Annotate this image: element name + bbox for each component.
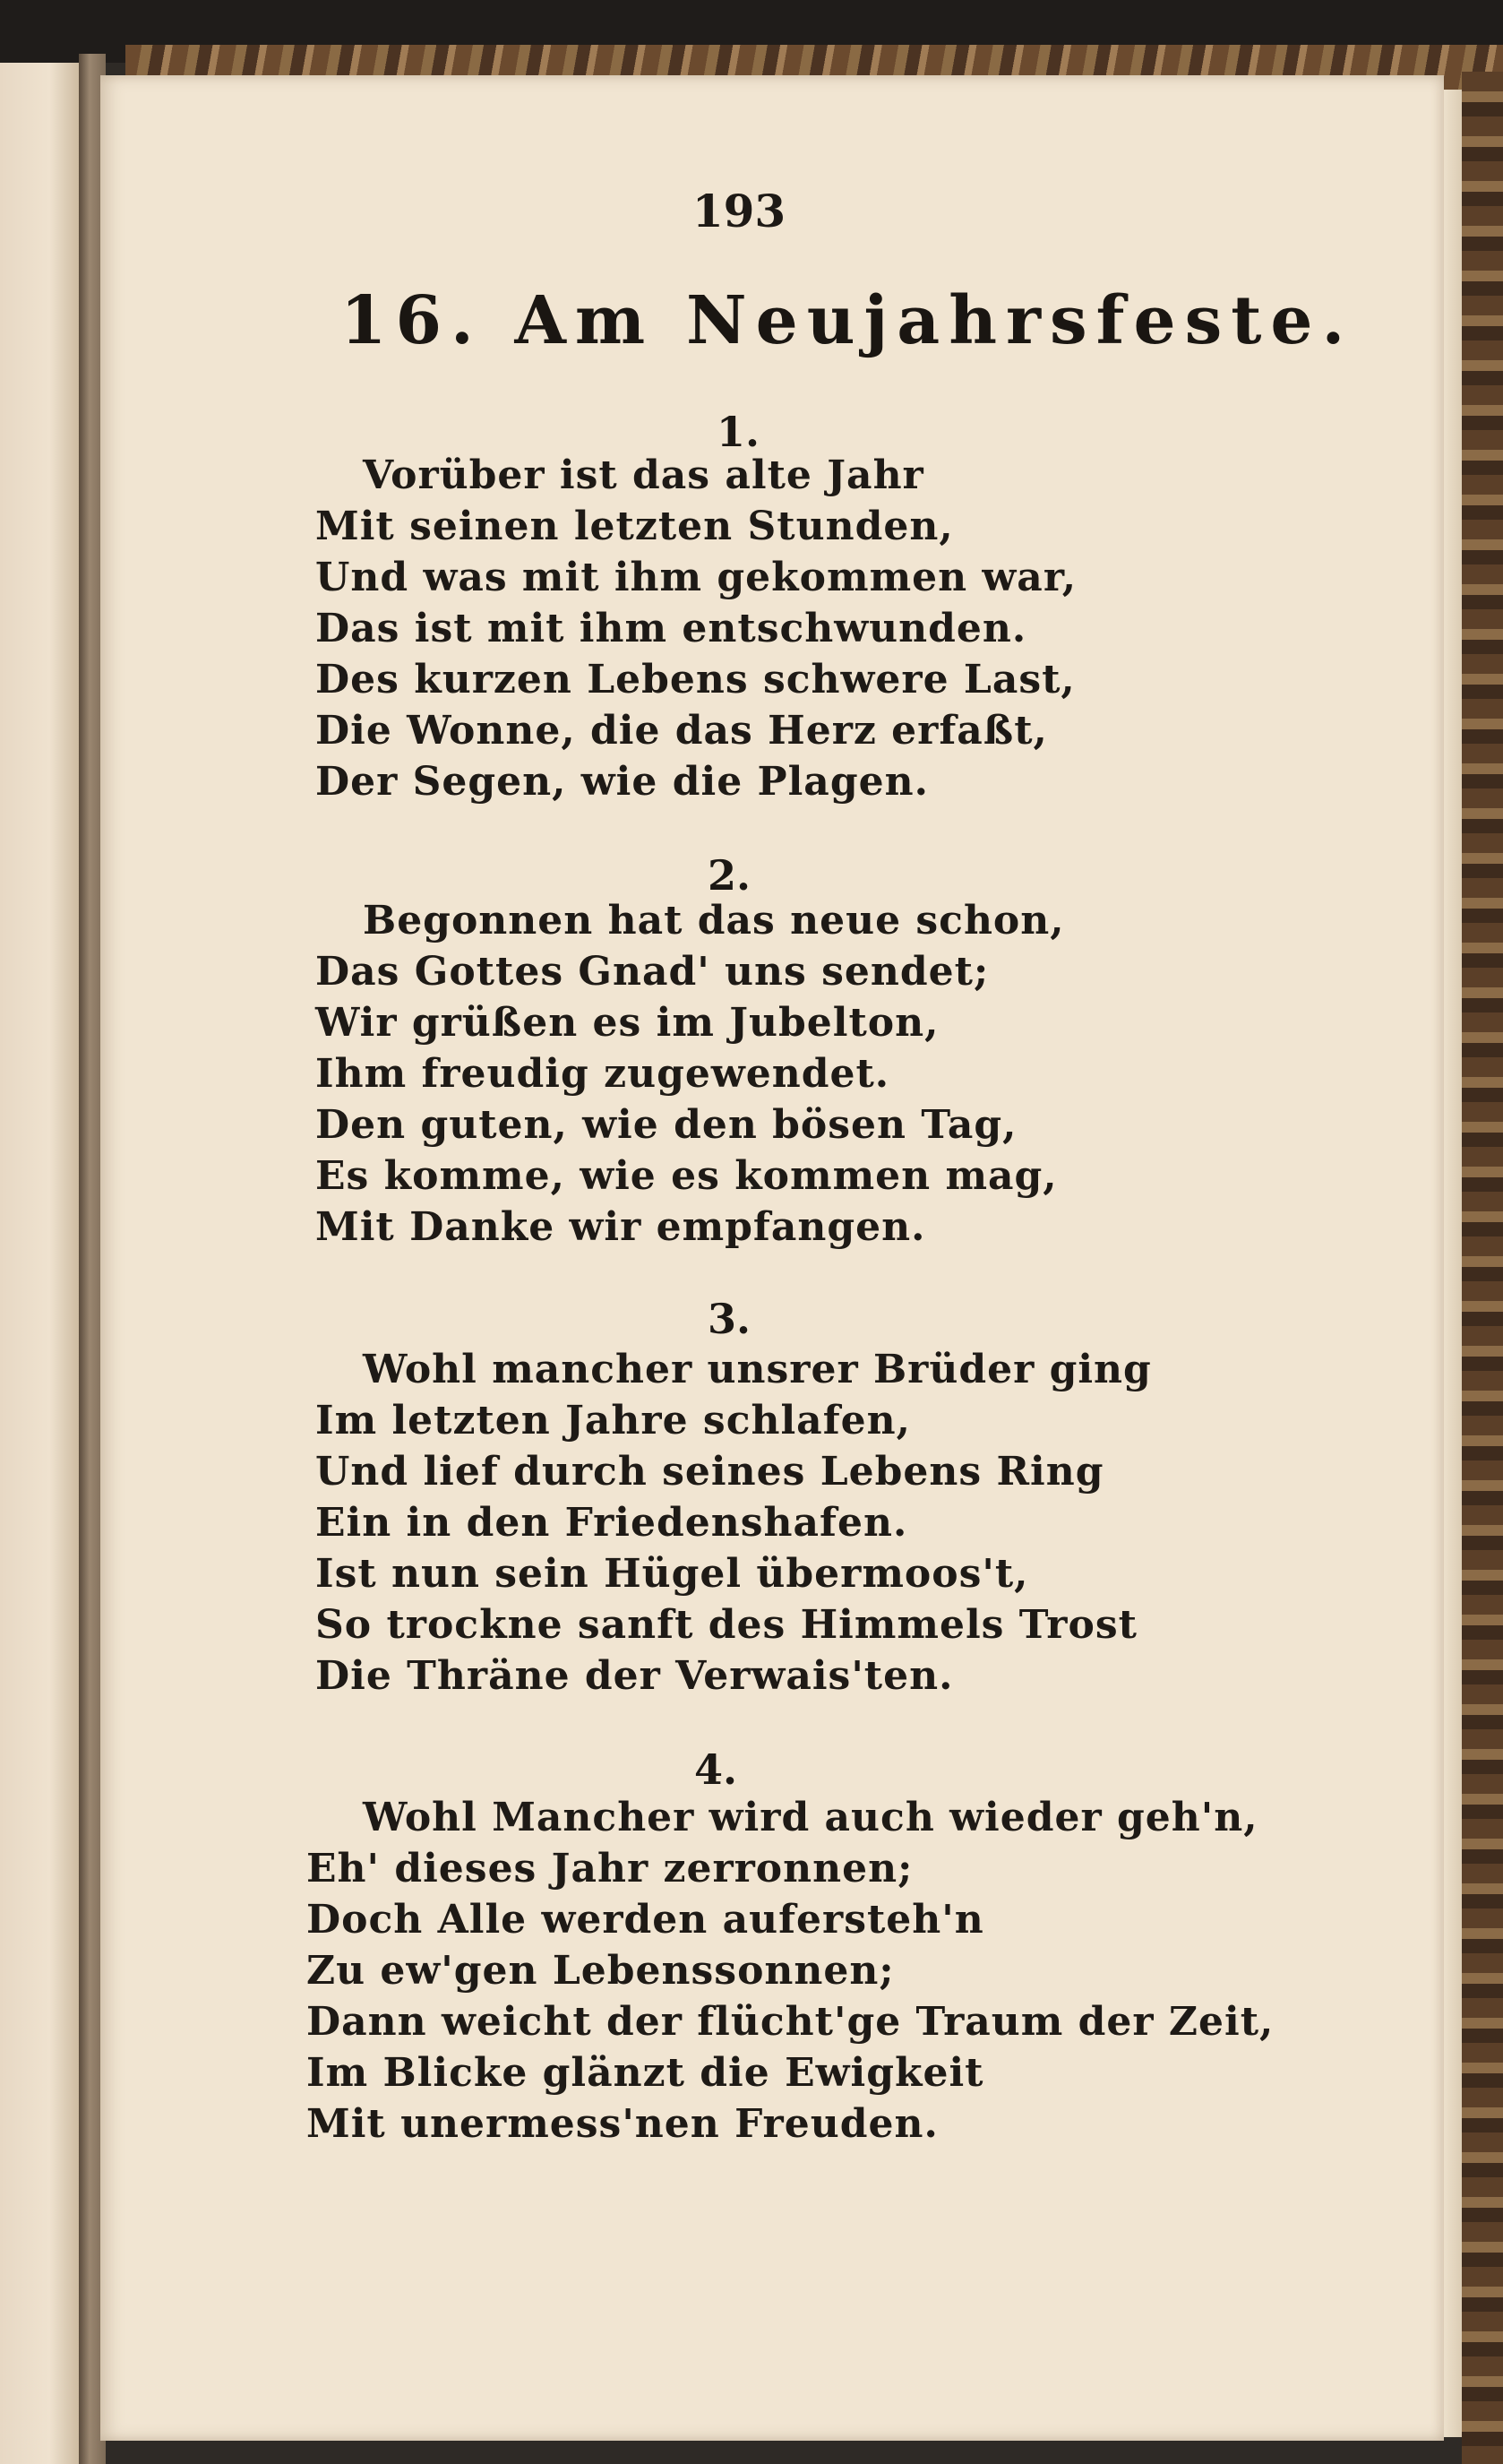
- verse-line: Den guten, wie den bösen Tag,: [315, 1102, 1018, 1148]
- verse-line: Im Blicke glänzt die Ewigkeit: [306, 2050, 984, 2096]
- verse-line: Mit unermess'nen Freuden.: [306, 2101, 939, 2147]
- verse-line: Im letzten Jahre schlafen,: [315, 1398, 911, 1443]
- verse-line: Des kurzen Lebens schwere Last,: [315, 657, 1076, 702]
- verse-line: Mit seinen letzten Stunden,: [315, 504, 954, 549]
- verse-line: Dann weicht der flücht'ge Traum der Zeit,: [306, 1999, 1275, 2045]
- verse-line: Mit Danke wir empfangen.: [315, 1204, 926, 1250]
- verse-line: Der Segen, wie die Plagen.: [315, 759, 929, 805]
- verse-line: Die Thräne der Verwais'ten.: [315, 1653, 954, 1699]
- verse-line: Wohl mancher unsrer Brüder ging: [363, 1347, 1152, 1392]
- verse-line: Und was mit ihm gekommen war,: [315, 555, 1078, 600]
- verse-line: Eh' dieses Jahr zerronnen;: [306, 1846, 914, 1891]
- verse-line: Doch Alle werden aufersteh'n: [306, 1897, 984, 1943]
- verse-line: Ein in den Friedenshafen.: [315, 1500, 908, 1546]
- verse-line: Die Wonne, die das Herz erfaßt,: [315, 708, 1048, 754]
- marbled-binding-right: [1462, 72, 1503, 2464]
- verse-line: Das Gottes Gnad' uns sendet;: [315, 949, 990, 995]
- verse-line: Begonnen hat das neue schon,: [363, 898, 1065, 943]
- verse-line: Es komme, wie es kommen mag,: [315, 1153, 1058, 1199]
- poem-title: 16. Am Neujahrsfeste.: [340, 282, 1354, 359]
- stanza-number: 4.: [694, 1745, 738, 1794]
- stanza-number: 1.: [717, 408, 760, 456]
- verse-line: Wohl Mancher wird auch wieder geh'n,: [363, 1795, 1258, 1840]
- verse-line: Zu ew'gen Lebenssonnen;: [306, 1948, 895, 1994]
- verse-line: Vorüber ist das alte Jahr: [363, 452, 924, 498]
- verse-line: Wir grüßen es im Jubelton,: [315, 1000, 940, 1046]
- page-number: 193: [691, 185, 786, 237]
- stanza-number: 2.: [708, 851, 752, 900]
- stanza-number: 3.: [708, 1295, 752, 1343]
- verse-line: Ist nun sein Hügel übermoos't,: [315, 1551, 1029, 1597]
- verse-line: Das ist mit ihm entschwunden.: [315, 606, 1027, 651]
- verse-line: Und lief durch seines Lebens Ring: [315, 1449, 1104, 1495]
- previous-page-edge: [0, 63, 82, 2464]
- verse-line: Ihm freudig zugewendet.: [315, 1051, 890, 1097]
- verse-line: So trockne sanft des Himmels Trost: [315, 1602, 1138, 1648]
